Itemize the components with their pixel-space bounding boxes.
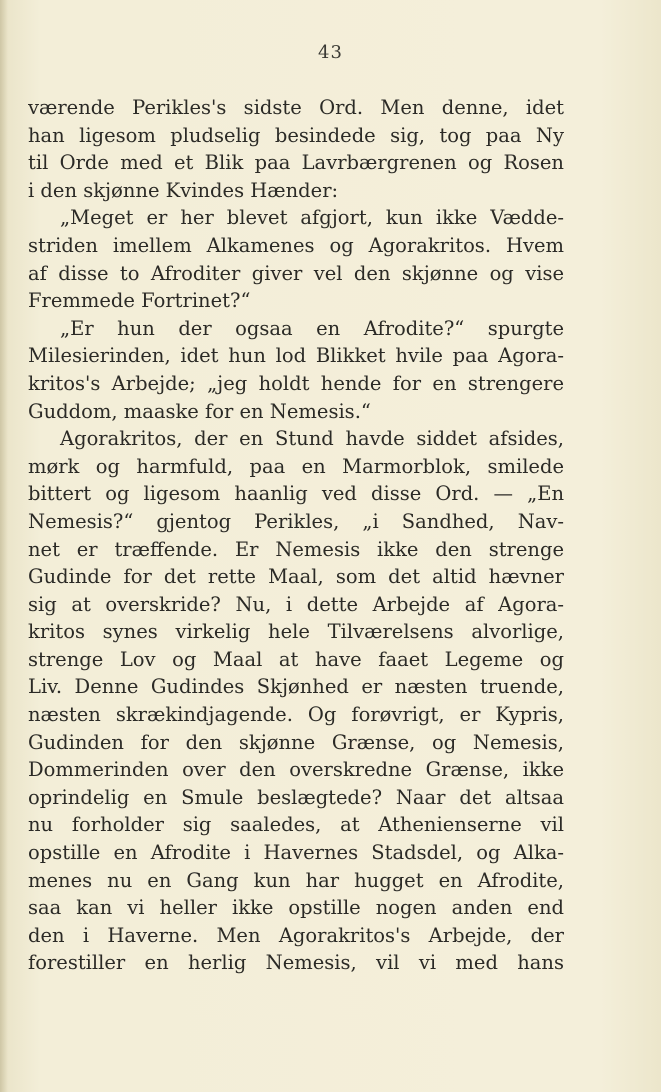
text-line: Milesierinden, idet hun lod Blikket hvile paa Agora- [28,344,564,368]
text-line: oprindelig en Smule beslægtede? Naar det altsaa [28,785,564,809]
text-line: af disse to Afroditer giver vel den skjønne og vise [28,261,564,285]
text-line: mørk og harmfuld, paa en Marmorblok, smilede [28,454,564,478]
text-line: Fremmede Fortrinet?“ [28,289,251,313]
text-line: værende Perikles's sidste Ord. Men denne, idet [28,96,564,119]
text-line: forestiller en herlig Nemesis, vil vi med hans [28,951,564,975]
text-line: opstille en Afrodite i Havernes Stadsdel, og Alka- [28,841,564,865]
text-line: sig at overskride? Nu, i dette Arbejde af Agora- [28,592,564,616]
text-line: han ligesom pludselig besindede sig, tog paa Ny [28,123,564,147]
text-line: nu forholder sig saaledes, at Athenienserne vil [28,813,564,837]
text-line: til Orde med et Blik paa Lavrbærgrenen og Rosen [28,151,564,175]
page-number: 43 [318,42,343,63]
text-line: Guddom, maaske for en Nemesis.“ [28,399,371,423]
text-line: „Meget er her blevet afgjort, kun ikke Vædde- [60,206,564,230]
text-line: strenge Lov og Maal at have faaet Legeme og [28,647,564,671]
text-line: Gudinden for den skjønne Grænse, og Nemesis, [28,730,564,754]
text-line: Dommerinden over den overskredne Grænse, ikke [28,758,564,782]
text-line: saa kan vi heller ikke opstille nogen anden end [28,896,564,920]
body-text [28,94,564,977]
text-line: kritos synes virkelig hele Tilværelsens alvorlige, [28,620,564,644]
text-line: Liv. Denne Gudindes Skjønhed er næsten truende, [28,675,564,699]
text-line: Nemesis?“ gjentog Perikles, „i Sandhed, Nav- [28,509,564,533]
text-line: næsten skrækindjagende. Og forøvrigt, er Kypris, [28,703,564,727]
text-line: Gudinde for det rette Maal, som det altid hævner [28,565,564,589]
page-edge-shadow [0,0,8,1092]
text-line: den i Haverne. Men Agorakritos's Arbejde, der [28,923,564,947]
text-line: Agorakritos, der en Stund havde siddet afsides, [60,427,564,451]
text-line: kritos's Arbejde; „jeg holdt hende for en strengere [28,371,564,395]
text-line: „Er hun der ogsaa en Afrodite?“ spurgte [60,316,564,340]
text-line: bittert og ligesom haanlig ved disse Ord. — „En [28,482,564,506]
text-line: striden imellem Alkamenes og Agorakritos. Hvem [28,233,564,257]
text-line: net er træffende. Er Nemesis ikke den strenge [28,537,564,561]
text-line: i den skjønne Kvindes Hænder: [28,178,339,202]
text-line: menes nu en Gang kun har hugget en Afrodite, [28,868,564,892]
